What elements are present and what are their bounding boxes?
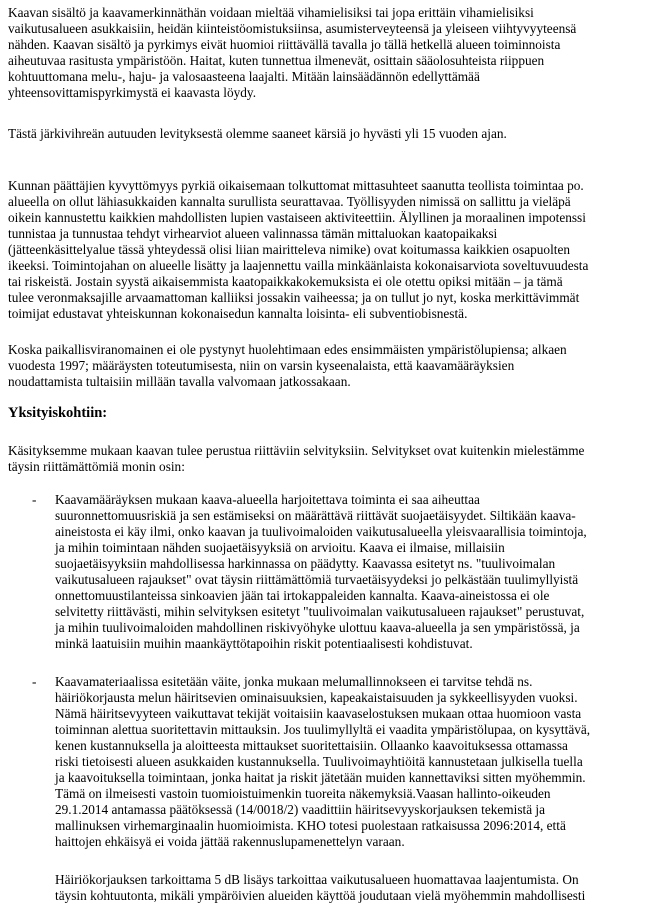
text-line: tulee veronmaksajille arvaamattoman kalliiksi jossakin vaiheessa; ja on tullut jo nyt, koska merkittävimmät [8,290,580,305]
text-line: häiriökorjausta melun häiritsevien ominaisuuksien, kapeakaistaisuuden ja sykkeellisyyden vuoksi. [55,690,578,705]
text-line: mallinuksen virhemarginaalin huomioimista. KHO totesi puolestaan ratkaisussa 2096:2014, että [55,818,566,833]
text-line: vaikutusalueen asukkaisiin, heidän kiinteistöomistuksiinsa, asumisterveyteensä ja yleiseen viihtyvyyteensä [8,21,577,36]
bullet-item-safety-distances [32,492,587,652]
text-line: toiminnan alettua suoritettavin mittauksin. Jos tuulimyllyltä ei vaadita ympäristölupaa, on kysyttävä, [55,722,591,737]
text-line: riski tietoisesti alueen asukkaiden kustannuksella. Tuulivoimayhtiöitä kannustetaan julkisella tuella [55,754,583,769]
text-line: aineistosta ei käy ilmi, onko kaavan ja tuulivoimaloiden vaikutusalueella yleisvaarallisia toimintoja, [55,524,587,539]
text-line: kenen kustannuksella ja aloitteesta mittaukset suoritettaisiin. Ollaanko kaavoituksessa ottamassa [55,738,568,753]
text-line: minkä laatuisiin muihin maankäyttötapoihin riskit potentiaalisesti kohdistuvat. [55,636,473,651]
text-line: ja kaavoituksella toimintaan, jonka haitat ja riskit jätetään muiden kannettaviksi sitten myöhemmin. [55,770,586,785]
text-line: selvitetty riittävästi, mihin selvityksen esitetyt "tuulivoimalan vaikutusalueen rajaukset" perustuvat, [55,604,585,619]
paragraph-15-years [8,126,507,142]
text-line: ja mihin toimintaan nähden suojaetäisyyksiä on arvioitu. Kaava ei ilmaise, millaisiin [55,540,505,555]
text-line: haittojen ehkäisyä ei voida jättää rakennuslupamenettelyn varaan. [55,834,405,849]
paragraph-municipal-decision-makers [8,178,588,322]
text-line: Koska paikallisviranomainen ei ole pystynyt huolehtimaan edes ensimmäisten ympäristölupiensa; alkaen [8,342,567,357]
paragraph-local-authority [8,342,567,390]
text-line: Kaavan sisältö ja kaavamerkinnäthän voidaan mieltää vihamielisiksi tai jopa erittäin vihamielisiksi [8,5,534,20]
text-line: Kaavamateriaalissa esitetään väite, jonka mukaan melumallinnokseen ei tarvitse tehdä ns. [55,674,533,689]
text-line: Nämä häiritsevyyteen vaikuttavat tekijät voitaisiin kaavaselostuksen mukaan ottaa huomioon vasta [55,706,582,721]
text-line: tai riskeistä. Jostain syystä aikaisemmista kaatopaikkakokemuksista ei ole otettu opiksi mitään – ja tämä [8,274,563,289]
text-line: Tästä järkivihreän autuuden levityksestä olemme saaneet kärsiä jo hyvästi yli 15 vuoden ajan. [8,126,507,141]
text-line: suojaetäisyyksiin mahdollisessa harkinnassa on päädytty. Kaavassa esitetyt ns. "tuulivoimalan [55,556,556,571]
text-line: kohtuuttomana melu-, haju- ja valosaasteena laajalti. Mitään lainsäädännön edellyttämää [8,69,480,84]
text-line: alueella on ollut lähiasukkaiden kannalta surullista seurattavaa. Työllisyyden nimissä on sallittu ja vieläpä [8,194,571,209]
text-line: toimijat edustavat yhteiskunnan kokonaisedun kannalta loisinta- eli subventiobisnestä. [8,306,468,321]
text-line: yhteensovittamispyrkimystä ei kaavasta löydy. [8,85,257,100]
bullet-item-noise-correction [32,674,590,850]
text-line: suuronnettomuusriskiä ja sen estämiseksi on määrättävä riittävät suojaetäisyydet. Siltikään kaava- [55,508,576,523]
bullet-dash: - [32,492,37,507]
text-line: Häiriökorjauksen tarkoittama 5 dB lisäys tarkoittaa vaikutusalueen huomattavaa laajentumista. On [55,872,579,887]
text-line: onnettomuustilanteissa sinkoavien jään tai irtokappaleiden kannalta. Kaava-aineistossa ei ole [55,588,550,603]
paragraph-plan-content [8,5,576,101]
text-line: 29.1.2014 antamassa päätöksessä (14/0018/2) vaadittiin häiritsevyyskorjauksen tekemistä ja [55,802,546,817]
text-line: ikeeksi. Toimintojahan on alueelle lisätty ja laajennettu vailla minkäänlaista kokonaisarviota soveltuvuudesta [8,258,589,273]
text-line: nähden. Kaavan sisältö ja pyrkimys eivät huomioi riittävällä tavalla jo tällä hetkellä alueen toiminnoista [8,37,561,52]
text-line: täysin riittämättömiä monin osin: [8,459,185,474]
text-line: ja mihin tuulivoimaloiden mahdollinen riskivyöhyke ulottuu kaava-alueella ja sen ympäristössä, ja [55,620,580,635]
section-heading: Yksityiskohtiin: [8,405,108,421]
text-line: täysin kohtuutonta, mikäli ympäröivien alueiden käyttöä joudutaan vielä myöhemmin mahdollisesti [55,888,586,903]
text-line: (jätteenkäsittelyalue tässä yhteydessä olisi liian mairitteleva nimike) ovat koitumassa kaikkien osapuolten [8,242,571,257]
text-line: Tämä on ilmeisesti vastoin tuomioistuimenkin tuoreita näkemyksiä.Vaasan hallinto-oikeuden [55,786,551,801]
text-line: tunnistaa ja tunnustaa tehdyt virhearviot alueen valinnassa tämän mittaluokan kaatopaikaksi [8,226,498,241]
text-line: aiheutuvaa rasitusta ympäristöön. Haitat, kuten tunnettua ilmenevät, osittain sääolosuhteista riippuen [8,53,545,68]
text-line: oikein kannustettu kaikkien mahdollisten lupien vastaiseen aktiviteettiin. Älyllinen ja moraalinen impotenssi [8,210,586,225]
bullet-dash: - [32,674,37,689]
text-line: Kaavamääräyksen mukaan kaava-alueella harjoitettava toiminta ei saa aiheuttaa [55,492,480,507]
text-line: vaikutusalueen rajaukset" ovat täysin riittämättömiä turvaetäisyydeksi jo pelkästään tuulimyllyistä [55,572,579,587]
text-line: Kunnan päättäjien kyvyttömyys pyrkiä oikaisemaan tolkuttomat mittasuhteet saanutta teollista toimintaa po. [8,178,584,193]
paragraph-intro [8,443,584,475]
paragraph-noise-correction-5db [55,872,585,904]
text-line: noudattamista tultaisiin millään tavalla valvomaan jatkossakaan. [8,374,351,389]
text-line: vuodesta 1997; määräysten toteutumisesta, niin on varsin kyseenalaista, että kaavamääräyksien [8,358,515,373]
text-line: Käsityksemme mukaan kaavan tulee perustua riittäviin selvityksiin. Selvitykset ovat kuitenkin mielestämme [8,443,585,458]
